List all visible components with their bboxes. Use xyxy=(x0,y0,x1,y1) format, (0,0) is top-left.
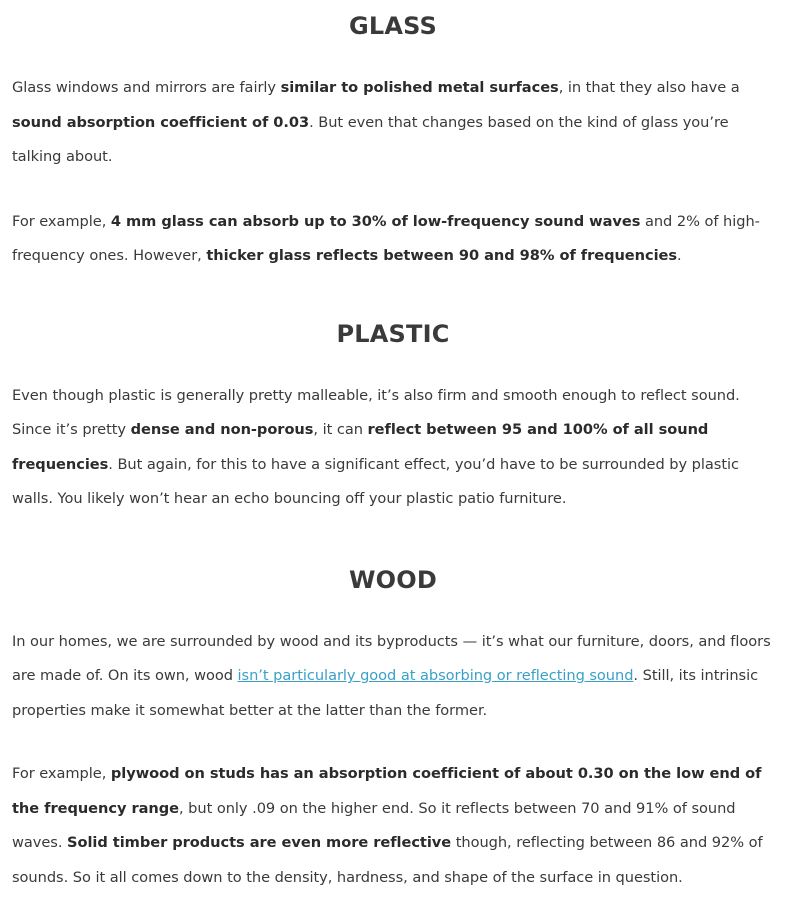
glass-paragraph-1 xyxy=(12,71,774,175)
text-run: , but only .09 on the higher end. So it reflects between 70 and 91% of sound waves. xyxy=(12,799,736,851)
wood-paragraph-2 xyxy=(12,757,774,895)
section-heading-plastic: PLASTIC xyxy=(336,319,450,348)
text-run: Even though plastic is generally pretty malleable, it’s also firm and smooth enough to reflect sound. Since it’s pretty xyxy=(12,386,740,438)
bold-run: dense and non-porous xyxy=(130,421,314,438)
text-run: For example, xyxy=(12,765,111,782)
text-run: , in that they also have a xyxy=(558,79,740,96)
text-run: though, reflecting between 86 and 92% of sounds. So it all comes down to the density, hardness, and shape of the surface in question. xyxy=(12,834,763,886)
bold-run: 4 mm glass can absorb up to 30% of low-frequency sound waves xyxy=(110,212,641,230)
text-run: and 2% of high-frequency ones. However, xyxy=(12,212,760,264)
glass-paragraph-2 xyxy=(12,205,774,274)
text-run: , it can xyxy=(313,421,368,438)
section-heading-wood: WOOD xyxy=(349,565,437,594)
text-run: . But even that changes based on the kind of glass you’re talking about. xyxy=(12,113,729,165)
text-run: For example, xyxy=(12,212,111,230)
text-run: In our homes, we are surrounded by wood and its byproducts — it’s what our furniture, doors, and floors are made of. On its own, wood xyxy=(12,632,771,684)
bold-run: Solid timber products are even more reflective xyxy=(67,834,452,851)
text-run: . xyxy=(677,247,682,264)
sound-absorption-link[interactable]: isn’t particularly good at absorbing or reflecting sound xyxy=(237,667,634,684)
text-run: . But again, for this to have a significant effect, you’d have to be surrounded by plastic walls. You likely won’t hear an echo bouncing off your plastic patio furniture. xyxy=(12,455,739,507)
bold-run: similar to polished metal surfaces xyxy=(280,79,559,96)
bold-run: plywood on studs has an absorption coefficient of about 0.30 on the low end of the frequency range xyxy=(12,765,762,817)
bold-run: sound absorption coefficient of 0.03 xyxy=(12,113,310,131)
text-run: Glass windows and mirrors are fairly xyxy=(12,79,281,96)
wood-paragraph-1 xyxy=(12,625,774,729)
plastic-paragraph-1 xyxy=(12,379,774,517)
bold-run: reflect between 95 and 100% of all sound frequencies xyxy=(12,421,709,473)
section-heading-glass: GLASS xyxy=(348,12,438,40)
bold-run: thicker glass reflects between 90 and 98% of frequencies xyxy=(206,247,678,264)
text-run: . Still, its intrinsic properties make it somewhat better at the latter than the former. xyxy=(12,667,759,719)
